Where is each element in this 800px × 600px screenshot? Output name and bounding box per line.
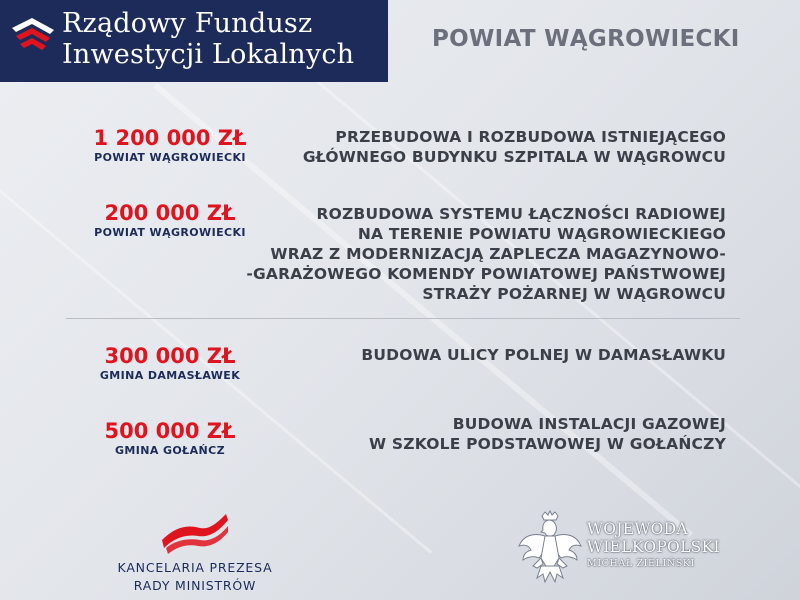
project-amount: 1 200 000 ZŁ [93, 126, 247, 150]
project-description [246, 414, 726, 454]
project-amount: 200 000 ZŁ [104, 201, 236, 225]
project-recipient: POWIAT WĄGROWIECKI [94, 151, 246, 164]
eagle-emblem-icon [515, 510, 585, 586]
project-description [246, 127, 726, 167]
project-description [246, 204, 726, 304]
wojewoda-name: MICHAŁ ZIELIŃSKI [587, 558, 695, 569]
description-line: ROZBUDOWA SYSTEMU ŁĄCZNOŚCI RADIOWEJ [316, 205, 726, 223]
kprm-logo [100, 510, 290, 594]
project-recipient: POWIAT WĄGROWIECKI [94, 226, 246, 239]
region-title: POWIAT WĄGROWIECKI [432, 26, 740, 52]
project-amount-block [70, 343, 270, 383]
rfil-flag-icon [10, 14, 56, 54]
description-line: WRAZ Z MODERNIZACJĄ ZAPLECZA MAGAZYNOWO- [270, 245, 726, 263]
project-recipient: GMINA DAMASŁAWEK [99, 369, 241, 382]
wojewoda-text [587, 520, 720, 570]
kprm-line1: KANCELARIA PREZESA [117, 560, 273, 575]
project-amount: 300 000 ZŁ [104, 344, 236, 368]
project-amount-block [70, 125, 270, 165]
project-amount: 500 000 ZŁ [104, 419, 236, 443]
kprm-flag-icon [160, 510, 230, 554]
header-title-line1: Rządowy Fundusz [62, 8, 313, 39]
description-line: -GARAŻOWEGO KOMENDY POWIATOWEJ PAŃSTWOWEJ [246, 265, 726, 283]
kprm-line2: RADY MINISTRÓW [133, 578, 257, 593]
project-amount-block [70, 418, 270, 458]
description-line: GŁÓWNEGO BUDYNKU SZPITALA W WĄGROWCU [302, 148, 726, 166]
header-banner [0, 0, 388, 82]
header-title-line2: Inwestycji Lokalnych [62, 39, 355, 70]
header-title [62, 8, 354, 70]
description-line: STRAŻY POŻARNEJ W WĄGROWCU [422, 285, 726, 303]
wojewoda-line2: WIELKOPOLSKI [587, 538, 720, 556]
wojewoda-logo [515, 510, 735, 586]
project-amount-block [70, 200, 270, 240]
description-line: PRZEBUDOWA I ROZBUDOWA ISTNIEJĄCEGO [335, 128, 726, 146]
project-recipient: GMINA GOŁAŃCZ [114, 444, 226, 457]
wojewoda-line1: WOJEWODA [587, 520, 688, 538]
description-line: NA TERENIE POWIATU WĄGROWIECKIEGO [357, 225, 726, 243]
section-divider [66, 318, 740, 319]
description-line: BUDOWA INSTALACJI GAZOWEJ [452, 415, 726, 433]
description-line: BUDOWA ULICY POLNEJ W DAMASŁAWKU [361, 346, 726, 364]
description-line: W SZKOLE PODSTAWOWEJ W GOŁAŃCZY [369, 435, 726, 453]
project-description [246, 345, 726, 365]
